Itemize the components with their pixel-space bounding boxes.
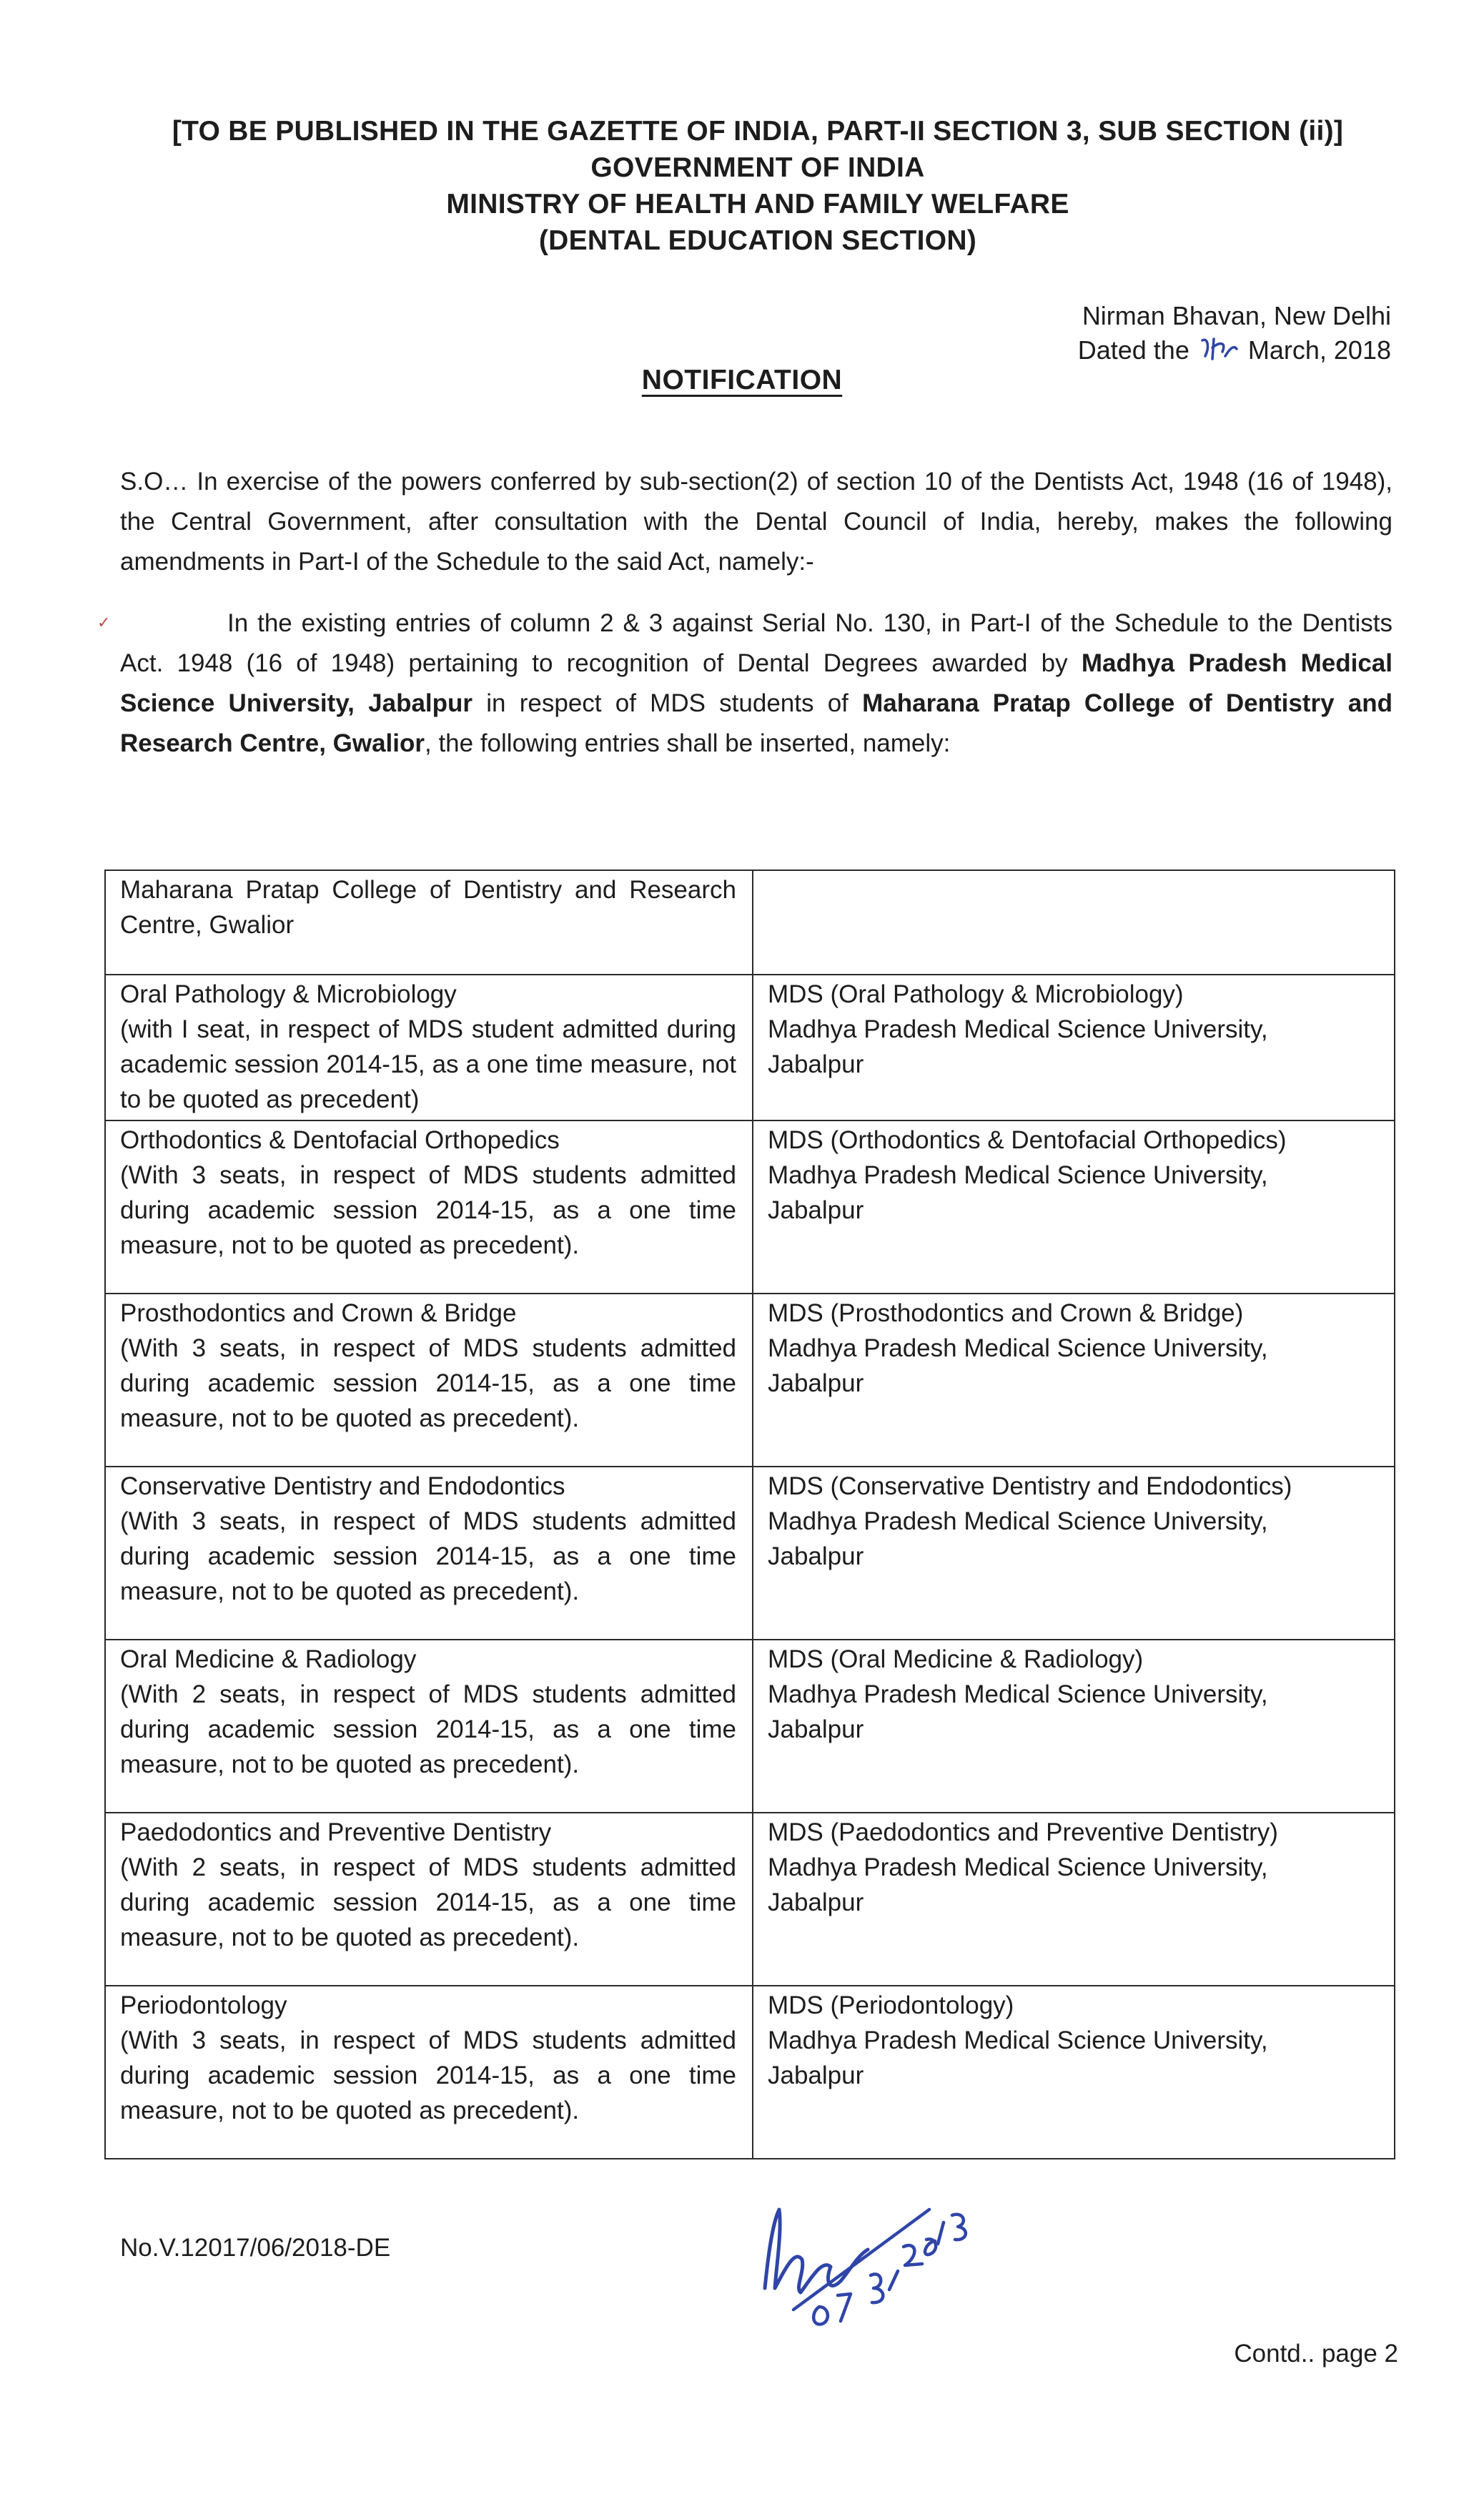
degree-city: Jabalpur xyxy=(768,1888,864,1916)
degree-city: Jabalpur xyxy=(768,1196,864,1224)
course-seat-detail: (With 2 seats, in respect of MDS students admitted during academic session 2014-15, as a one time measure, not to be quoted as precedent). xyxy=(120,1853,736,1951)
course-subject: Oral Pathology & Microbiology xyxy=(120,980,457,1008)
degree-cell xyxy=(753,1467,1395,1640)
degree-city: Jabalpur xyxy=(768,2062,864,2089)
degree-university: Madhya Pradesh Medical Science University, xyxy=(768,1334,1268,1362)
section-line: (DENTAL EDUCATION SECTION) xyxy=(538,225,977,256)
course-cell xyxy=(105,1813,753,1986)
table-row xyxy=(105,1986,1395,2159)
course-subject: Prosthodontics and Crown & Bridge xyxy=(120,1299,517,1327)
course-seat-detail: (With 3 seats, in respect of MDS students admitted during academic session 2014-15, as a one time measure, not to be quoted as precedent). xyxy=(120,1334,736,1432)
degree-cell xyxy=(753,1294,1395,1467)
amendment-text-1: In the existing entries of column 2 & 3 against Serial No. 130, in Part-I of the Schedule to the Dentists Act. 1948 (16 of 1948) pertaining to recognition of Dental Degrees awarded by xyxy=(120,609,1393,677)
degree-university: Madhya Pradesh Medical Science University, xyxy=(768,1853,1268,1881)
table-row xyxy=(105,1640,1395,1813)
preamble-paragraph: S.O… In exercise of the powers conferred by sub-section(2) of section 10 of the Dentists Act, 1948 (16 of 1948), the Central Government, after consultation with the Dental Council of India, hereby, makes the following amendments in Part-I of the Schedule to the said Act, namely:- xyxy=(120,468,1393,576)
course-cell xyxy=(105,1467,753,1640)
institution-empty-cell xyxy=(753,870,1395,975)
degree-cell xyxy=(753,1986,1395,2159)
degree-name: MDS (Prosthodontics and Crown & Bridge) xyxy=(768,1299,1244,1327)
government-line: GOVERNMENT OF INDIA xyxy=(590,152,925,183)
amendment-text-2: in respect of MDS students of xyxy=(473,689,863,717)
table-row xyxy=(105,1467,1395,1640)
degree-university: Madhya Pradesh Medical Science University, xyxy=(768,1507,1268,1535)
table-row xyxy=(105,1813,1395,1986)
table-row xyxy=(105,1294,1395,1467)
margin-tick-icon: ✓ xyxy=(97,614,111,631)
degree-name: MDS (Conservative Dentistry and Endodontics) xyxy=(768,1472,1292,1500)
continued-note: Contd.. page 2 xyxy=(1234,2340,1398,2368)
institution-cell: Maharana Pratap College of Dentistry and Research Centre, Gwalior xyxy=(105,870,753,975)
date-suffix: March, 2018 xyxy=(1247,335,1391,365)
handwritten-day-mark xyxy=(1198,335,1240,366)
degree-university: Madhya Pradesh Medical Science University, xyxy=(768,1680,1268,1708)
ministry-line: MINISTRY OF HEALTH AND FAMILY WELFARE xyxy=(446,189,1069,220)
handwritten-signature xyxy=(751,2181,979,2353)
amendment-text-3: , the following entries shall be inserted, namely: xyxy=(425,729,951,757)
course-seat-detail: (With 3 seats, in respect of MDS students admitted during academic session 2014-15, as a one time measure, not to be quoted as precedent). xyxy=(120,1161,736,1259)
notification-title-text: NOTIFICATION xyxy=(641,365,843,395)
course-cell xyxy=(105,1640,753,1813)
course-subject: Oral Medicine & Radiology xyxy=(120,1645,417,1673)
course-seat-detail: (with I seat, in respect of MDS student admitted during academic session 2014-15, as a one time measure, not to be quoted as precedent) xyxy=(120,1015,736,1113)
gazette-header xyxy=(107,113,1408,259)
college-name-bold: Maharana Pratap College of Dentistry and Research Centre, Gwalior xyxy=(120,689,1393,757)
degree-cell xyxy=(753,1813,1395,1986)
place-line: Nirman Bhavan, New Delhi xyxy=(1082,301,1391,330)
degree-city: Jabalpur xyxy=(768,1715,864,1743)
degree-city: Jabalpur xyxy=(768,1542,864,1570)
course-subject: Orthodontics & Dentofacial Orthopedics xyxy=(120,1126,560,1154)
table-row xyxy=(105,1120,1395,1294)
degree-university: Madhya Pradesh Medical Science University, xyxy=(768,2026,1268,2054)
date-line xyxy=(1078,333,1391,368)
schedule-entries-table xyxy=(104,870,1395,2159)
degree-name: MDS (Oral Pathology & Microbiology) xyxy=(768,980,1184,1008)
course-seat-detail: (With 2 seats, in respect of MDS students admitted during academic session 2014-15, as a one time measure, not to be quoted as precedent). xyxy=(120,1680,736,1778)
course-seat-detail: (With 3 seats, in respect of MDS students admitted during academic session 2014-15, as a one time measure, not to be quoted as precedent). xyxy=(120,1507,736,1605)
course-cell xyxy=(105,1120,753,1294)
notification-title xyxy=(0,365,1484,396)
table-row-institution xyxy=(105,870,1395,975)
degree-cell xyxy=(753,975,1395,1120)
table-row xyxy=(105,975,1395,1120)
degree-cell xyxy=(753,1640,1395,1813)
amendment-paragraph xyxy=(120,604,1393,764)
degree-name: MDS (Orthodontics & Dentofacial Orthopedics) xyxy=(768,1126,1287,1154)
course-cell xyxy=(105,975,753,1120)
place-date-block xyxy=(1078,299,1391,368)
degree-city: Jabalpur xyxy=(768,1369,864,1397)
file-reference-number: No.V.12017/06/2018-DE xyxy=(120,2234,391,2262)
degree-university: Madhya Pradesh Medical Science University, xyxy=(768,1161,1268,1189)
degree-city: Jabalpur xyxy=(768,1050,864,1078)
course-subject: Periodontology xyxy=(120,1991,287,2019)
degree-name: MDS (Oral Medicine & Radiology) xyxy=(768,1645,1144,1673)
degree-name: MDS (Paedodontics and Preventive Dentistry) xyxy=(768,1818,1278,1846)
degree-cell xyxy=(753,1120,1395,1294)
gazette-publication-line: [TO BE PUBLISHED IN THE GAZETTE OF INDIA, PART-II SECTION 3, SUB SECTION (ii)] xyxy=(172,116,1344,147)
course-subject: Paedodontics and Preventive Dentistry xyxy=(120,1818,552,1846)
date-prefix: Dated the xyxy=(1077,335,1189,365)
university-name-bold: Madhya Pradesh Medical Science University, Jabalpur xyxy=(120,649,1393,717)
course-subject: Conservative Dentistry and Endodontics xyxy=(120,1472,565,1500)
course-seat-detail: (With 3 seats, in respect of MDS students admitted during academic session 2014-15, as a one time measure, not to be quoted as precedent). xyxy=(120,2026,736,2124)
course-cell xyxy=(105,1294,753,1467)
course-cell xyxy=(105,1986,753,2159)
degree-name: MDS (Periodontology) xyxy=(768,1991,1014,2019)
degree-university: Madhya Pradesh Medical Science University, xyxy=(768,1015,1268,1043)
